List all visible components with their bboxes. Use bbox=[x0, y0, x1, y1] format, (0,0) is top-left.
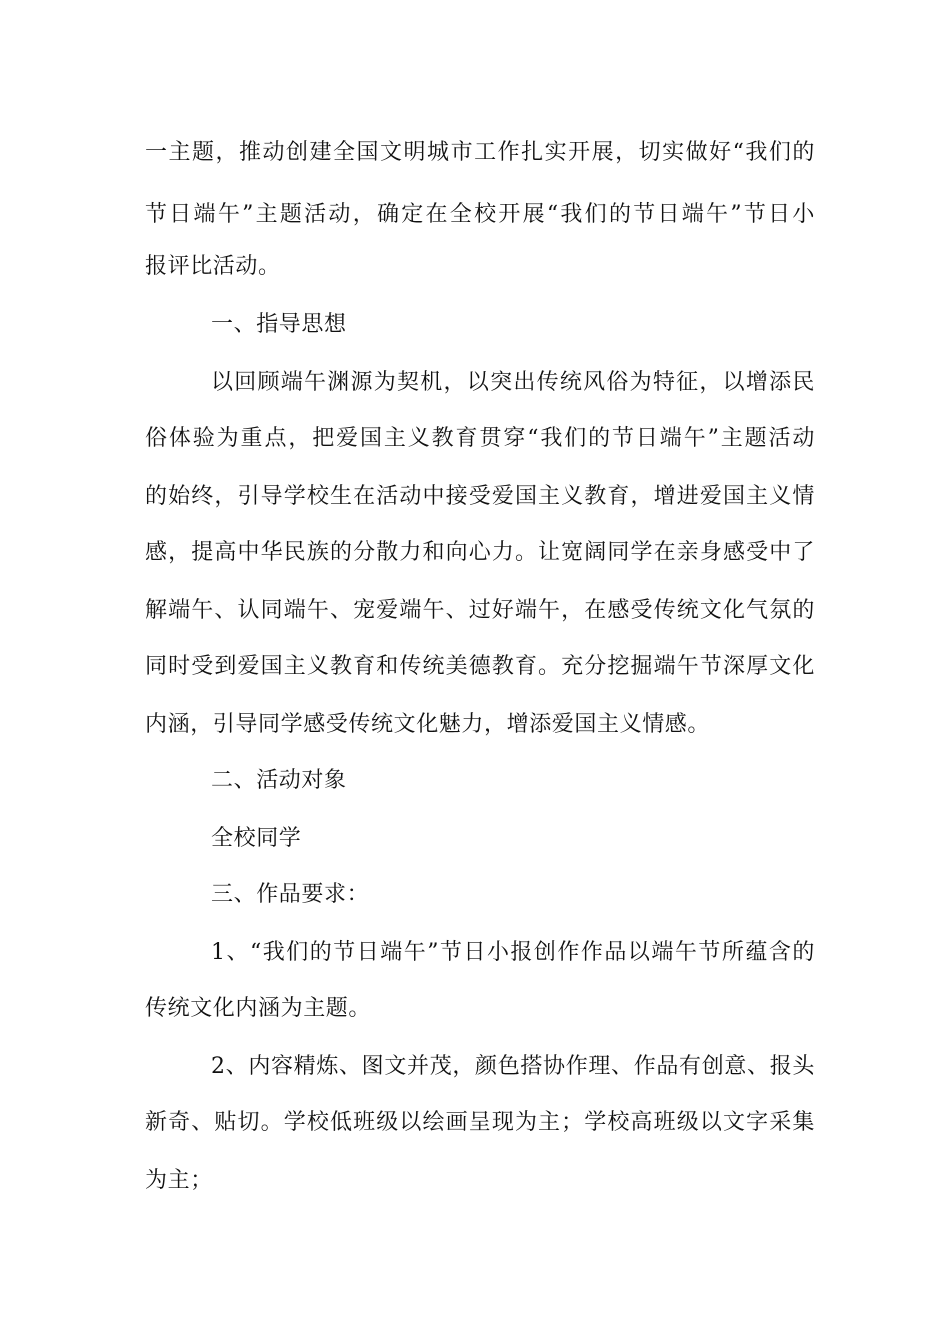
paragraph-line-2: 节日端午”主题活动，确定在全校开展“我们的节日端午”节日小 bbox=[145, 202, 815, 227]
list-item-2-line-1: 2、内容精炼、图文并茂，颜色搭协作理、作品有创意、报头 bbox=[211, 1054, 815, 1079]
list-item-1-line-2: 传统文化内涵为主题。 bbox=[145, 996, 372, 1021]
paragraph-line-9: 同时受到爱国主义教育和传统美德教育。充分挖掘端午节深厚文化 bbox=[145, 654, 815, 679]
list-item-2-line-2: 新奇、贴切。学校低班级以绘画呈现为主；学校高班级以文字采集 bbox=[145, 1110, 815, 1135]
paragraph-line-4: 以回顾端午渊源为契机，以突出传统风俗为特征，以增添民 bbox=[211, 370, 815, 395]
paragraph-line-8: 解端午、认同端午、宠爱端午、过好端午，在感受传统文化气氛的 bbox=[145, 598, 815, 623]
paragraph-line-10: 内涵，引导同学感受传统文化魅力，增添爱国主义情感。 bbox=[145, 712, 711, 737]
section-heading-work-requirements: 三、作品要求： bbox=[211, 882, 370, 907]
paragraph-line-6: 的始终，引导学校生在活动中接受爱国主义教育，增进爱国主义情 bbox=[145, 484, 815, 509]
list-item-1-line-1: 1、“我们的节日端午”节日小报创作作品以端午节所蕴含的 bbox=[211, 940, 815, 965]
paragraph-line-11: 全校同学 bbox=[211, 826, 302, 851]
section-heading-guiding-ideology: 一、指导思想 bbox=[211, 312, 347, 337]
list-item-2-line-3: 为主； bbox=[145, 1168, 213, 1193]
paragraph-line-1: 一主题，推动创建全国文明城市工作扎实开展，切实做好“我们的 bbox=[145, 140, 815, 165]
paragraph-line-5: 俗体验为重点，把爱国主义教育贯穿“我们的节日端午”主题活动 bbox=[145, 426, 815, 451]
section-heading-activity-target: 二、活动对象 bbox=[211, 768, 347, 793]
paragraph-line-7: 感，提高中华民族的分散力和向心力。让宽阔同学在亲身感受中了 bbox=[145, 540, 815, 565]
paragraph-line-3: 报评比活动。 bbox=[145, 254, 281, 279]
